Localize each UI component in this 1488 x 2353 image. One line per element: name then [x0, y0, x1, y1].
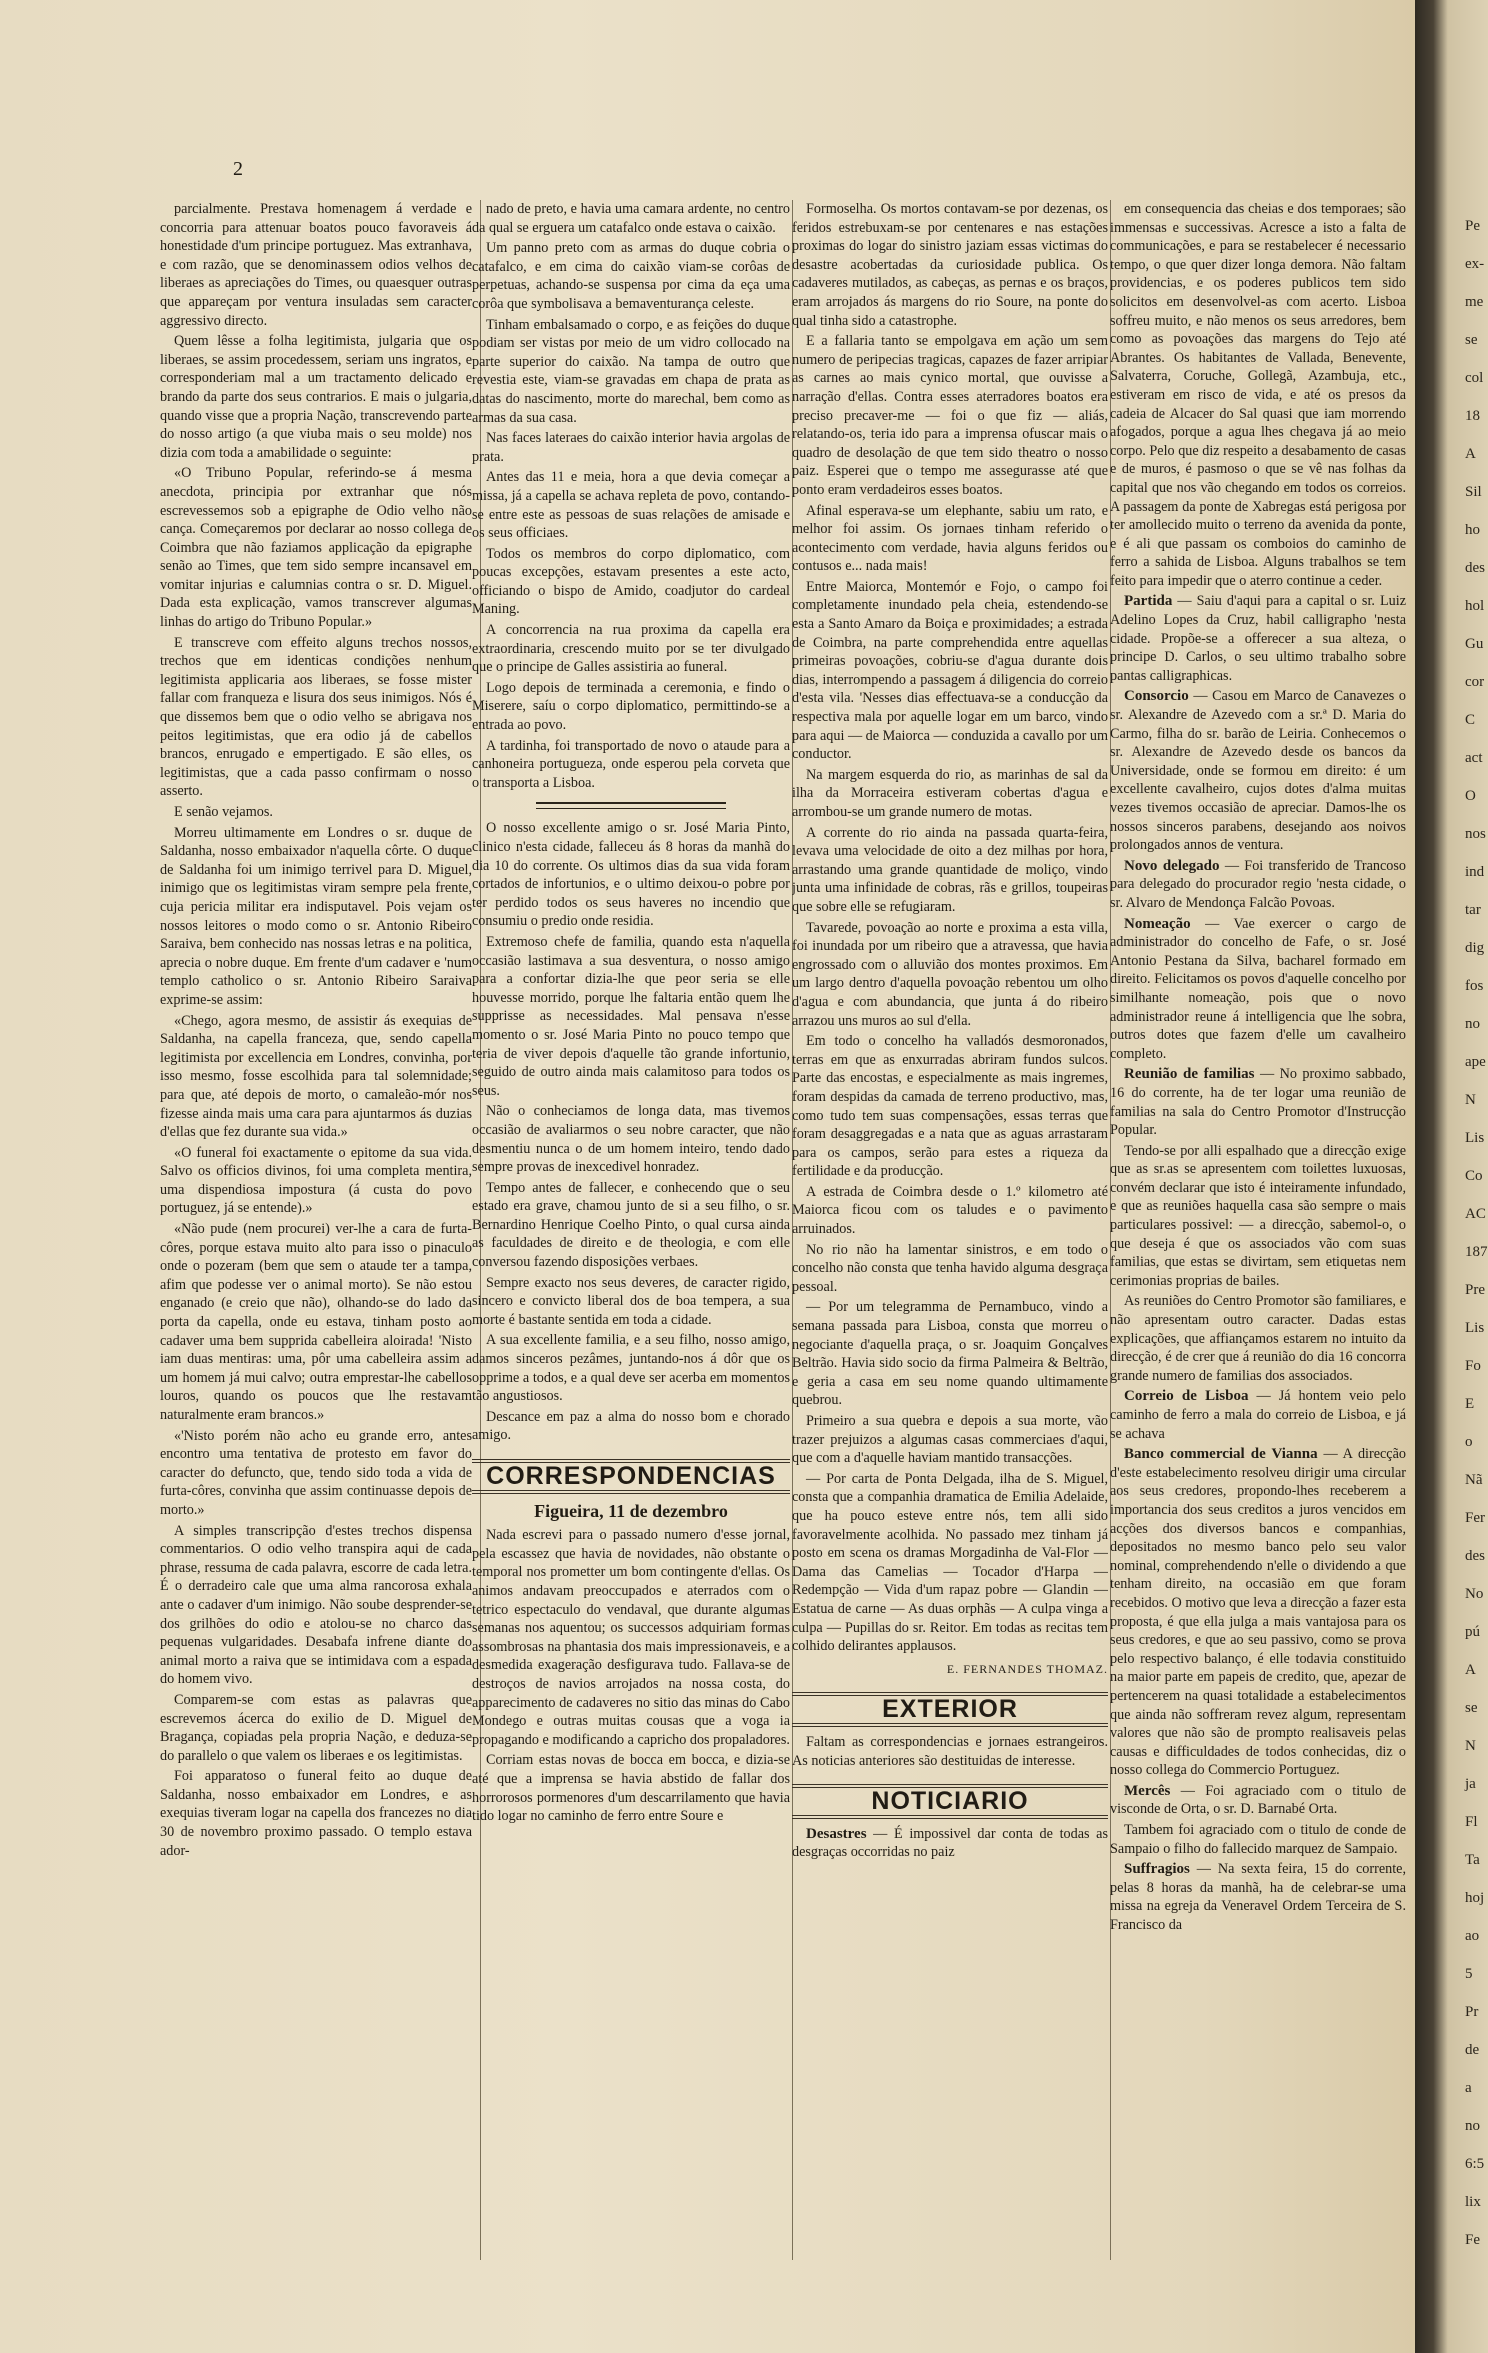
paragraph: Quem lêsse a folha legitimista, julgaria que os liberaes, se assim procedessem, seriam uns ingratos, e corresponderiam mal a um tractamento delicado e brando da parte dos seus contrarios. E mais o julgaria, quando visse que a propria Nação, transcrevendo parte do nosso artigo (a que viuba mais o seu molde) nos dizia com toda a amabilidade o seguinte:: [160, 333, 472, 461]
binding-text-fragment: me: [1465, 294, 1484, 310]
paragraph: «O funeral foi exactamente o epitome da sua vida. Salvo os officios divinos, foi uma completa mentira, uma dispendiosa impostura (á custa do povo portuguez, já se entende).»: [160, 1144, 472, 1217]
binding-text-fragment: cor: [1465, 674, 1485, 690]
paragraph: Na margem esquerda do rio, as marinhas de sal da ilha da Morraceira estiveram cobertas d'agua e arrombou-se um grande numero de motas.: [792, 766, 1108, 820]
paragraph: Antes das 11 e meia, hora a que devia começar a missa, já a capella se achava repleta de povo, contando-se entre este as pessoas de suas relações de amisade e os seus officiaes.: [472, 469, 790, 542]
item-text: — Casou em Marco de Canavezes o sr. Alexandre de Azevedo com a sr.ª D. Maria do Carmo, filha do sr. barão de Leiria. Conhecemos o sr. Alexandre de Azevedo desde os bancos da Universidade, onde se formou em direito: é um excellente cavalheiro, cujos dotes d'alma muitas vezes tivemos occasião de apreciar. Damos-lhe os nossos sinceros parabens, desejando aos noivos prolongados annos de ventura.: [1110, 688, 1406, 854]
binding-text-fragment: no: [1465, 1016, 1480, 1032]
news-item: [1110, 1782, 1406, 1819]
paragraph: Tempo antes de fallecer, e conhecendo que o seu estado era grave, chamou junto de si a seu filho, o sr. Bernardino Henrique Coelho Pinto, o qual cursa ainda as faculdades de direito e de theologia, e com elle conversou fazendo disposições verbaes.: [472, 1179, 790, 1271]
binding-text-fragment: 18: [1465, 408, 1480, 424]
news-item: [1110, 915, 1406, 1064]
paragraph: Entre Maiorca, Montemór e Fojo, o campo foi completamente inundado pela cheia, estendendo-se esta a Santo Amaro da Boiça e proximidades; a estrada de Coimbra, na parte comprehendida entre aquellas primeiras povoações, cobriu-se d'agua durante dois dias, interrompendo a passagem á diligencia do correio d'esta vila. 'Nesses dias effectuava-se a conducção da respectiva mala por aquelle logar em um barco, vindo para aqui — de Maiorca — conduzida a cavallo por um conductor.: [792, 578, 1108, 763]
binding-text-fragment: nos: [1465, 826, 1486, 842]
binding-text-fragment: 5: [1465, 1966, 1473, 1982]
item-text: — Saiu d'aqui para a capital o sr. Luiz Adelino Lopes da Cruz, habil calligrapho 'nesta cidade. Propõe-se a offerecer a sua alteza, o principe D. Carlos, o seu ultimo trabalho sobre pantas calligraphicas.: [1110, 593, 1406, 684]
paragraph: Sempre exacto nos seus deveres, de caracter rigido, sincero e convicto liberal dos de boa tempera, a sua morte é bastante sentida em toda a cidade.: [472, 1274, 790, 1328]
item-keyword: Banco commercial de Vianna: [1124, 1446, 1318, 1463]
binding-text-fragment: O: [1465, 788, 1476, 804]
news-item: [792, 1825, 1108, 1862]
binding-text-fragment: tar: [1465, 902, 1481, 918]
binding-text-fragment: ind: [1465, 864, 1485, 880]
binding-text-fragment: Lis: [1465, 1320, 1485, 1336]
paragraph: Tinham embalsamado o corpo, e as feições do duque podiam ser vistas por meio de um vidro collocado na parte superior do caixão. Na tampa de outro que revestia este, viam-se gravadas em chapa de prata as datas do nascimento, morte do marechal, bem como as armas da sua casa.: [472, 316, 790, 426]
binding-text-fragment: Pre: [1465, 1282, 1485, 1298]
paragraph: Nada escrevi para o passado numero d'esse jornal, pela escassez que havia de novidades, não obstante o temporal nos prometter um bom contingente d'ellas. Os animos andavam preoccupados e aterrados com o tetrico espectaculo do vendaval, que durante algumas semanas nos aquentou; os successos adquiriam formas assombrosas na phantasia dos mais impressionaveis, e a desmedida exageração desfigurava tudo. Fallava-se de destroços de navios arrojados na nossa costa, do apparecimento de cadaveres no sitio das minas do Cabo Mondego e outras muitas cousas que a voga ia propagando e modificando a capricho dos propaladores.: [472, 1527, 790, 1748]
binding-text-fragment: E: [1465, 1396, 1475, 1412]
news-item: [1110, 687, 1406, 854]
item-text: As reuniões do Centro Promotor são familiares, e não apresentam outro caracter. Dadas estas explicações, que affiançamos estarem no intuito da direcção, é de crer que á reunião do dia 16 concorra grande numero de familias dos associados.: [1110, 1293, 1406, 1384]
paragraph: Logo depois de terminada a ceremonia, e findo o Miserere, saíu o corpo diplomatico, permittindo-se a entrada ao povo.: [472, 679, 790, 734]
paragraph: Foi apparatoso o funeral feito ao duque de Saldanha, nosso embaixador em Londres, e as exequias tiveram logar na capella dos francezes no dia 30 de novembro proximo passado. O templo estava ador-: [160, 1768, 472, 1859]
binding-text-fragment: ao: [1465, 1928, 1480, 1944]
paragraph: Formoselha. Os mortos contavam-se por dezenas, os feridos estrebuxam-se por centenares e nas estações proximas do logar do sinistro jaziam essas victimas do desastre acobertadas da curiosidade publica. Os cadaveres mutilados, as cabeças, as pernas e os braços, eram arrojados ás margens do rio Soure, na ponte do qual tinha sido a catastrophe.: [792, 201, 1108, 329]
item-keyword: Novo delegado: [1124, 857, 1220, 874]
item-keyword: Suffragios: [1124, 1861, 1190, 1878]
paragraph: Nas faces lateraes do caixão interior havia argolas de prata.: [472, 430, 790, 465]
binding-text-fragment: ape: [1465, 1054, 1486, 1070]
item-text: — Já hontem veio pelo caminho de ferro a mala do correio de Lisboa, e já se achava: [1110, 1388, 1406, 1442]
binding-text-fragment: N: [1465, 1092, 1476, 1108]
paragraph: E a fallaria tanto se empolgava em ação um sem numero de peripecias tragicas, capazes de fazer arripiar as carnes ao mais cynico mortal, que ouvisse a narração d'ellas. Contra esses aterradores boatos era preciso precaver-me — foi o que fiz — aliás, relatando-os, teria ido para a imprensa ofuscar mais o quadro de desolação de que tem sido theatro o nosso paiz. Esperei que o tempo me assegurasse até que ponto eram verdadeiros esses boatos.: [792, 333, 1108, 498]
paragraph: Faltam as correspondencias e jornaes estrangeiros. As noticias anteriores são destituidas de interesse.: [792, 1733, 1108, 1769]
paragraph: A corrente do rio ainda na passada quarta-feira, levava uma velocidade de oito a dez milhas por hora, arrastando uma grande quantidade de moliço, vindo junta uma infinidade de cobras, rãs e grillos, toupeiras que sobre elle se refugiaram.: [792, 824, 1108, 915]
binding-text-fragment: A: [1465, 1662, 1476, 1678]
binding-text-fragment: No: [1465, 1586, 1484, 1602]
binding-text-fragment: Fe: [1465, 2232, 1480, 2248]
paragraph: A estrada de Coimbra desde o 1.º kilometro até Maiorca ficou com os taludes e o pavimento arruinados.: [792, 1183, 1108, 1238]
paragraph: E transcreve com effeito alguns trechos nossos, trechos que em identicas condições nenhum legitimista applicaria aos liberaes, se fosse mister fallar com franqueza e lisura dos seus inimigos. Nós é que dissemos bem que o odio velho se abrigava nos peitos legitimistas, que era odio já de cabellos brancos, enrugado e empertigado. E são elles, os legitimistas, que a cada passo confirmam o nosso asserto.: [160, 634, 472, 800]
news-item: [1110, 1292, 1406, 1385]
paragraph: Descance em paz a alma do nosso bom e chorado amigo.: [472, 1408, 790, 1444]
paragraph: nado de preto, e havia uma camara ardente, no centro da qual se erguera um catafalco onde estava o caixão.: [472, 201, 790, 236]
paragraph: Afinal esperava-se um elephante, sabiu um rato, e melhor foi assim. Os jornaes tinham referido o acontecimento com verdade, havia alguns feridos ou contusos e... nada mais!: [792, 502, 1108, 575]
binding-text-fragment: lix: [1465, 2194, 1481, 2210]
item-text: — Vae exercer o cargo de administrador do concelho de Fafe, o sr. José Antonio Pestana da Silva, bacharel formado em direito. Felicitamos os povos d'aquelle concelho por similhante nomeação, pois que o novo administrador reune á intelligencia que lhe sobra, outros dotes que fazem d'elle um cavalheiro completo.: [1110, 915, 1406, 1062]
binding-text-fragment: se: [1465, 1700, 1478, 1716]
binding-text-fragment: no: [1465, 2118, 1480, 2134]
paragraph: A concorrencia na rua proxima da capella era extraordinaria, crescendo muito por se ter divulgado que o principe de Galles assistiria ao funeral.: [472, 622, 790, 676]
paragraph: «Não pude (nem procurei) ver-lhe a cara de furta-côres, porque estava muito alto para isso o pinaculo onde o pozeram (bem que sem o ataude ter a tampa, afim que podesse ver o animal morto). Se não estou enganado (e creio que não), olhando-se do lado da porta da capella, onde eu estava, tinham posto ao cadaver uma bem supprida cabelleira aloirada! 'Nisto iam duas mentiras: uma, pôr uma cabelleira assim a um homem já mui calvo; outra emprestar-lhe cabellos louros, quando os poucos que lhe restavam naturalmente eram brancos.»: [160, 1221, 472, 1423]
item-keyword: Consorcio: [1124, 688, 1189, 705]
binding-text-fragment: fos: [1465, 978, 1484, 994]
paragraph: — Por carta de Ponta Delgada, ilha de S. Miguel, consta que a companhia dramatica de Emilia Adelaide, que ha pouco esteve entre nós, tem alli sido favoravelmente acolhida. No passado mez tinham já posto em scena os dramas Morgadinha de Val-Flor — Dama das Camelias — Tocador d'Harpa — Redempção — Vida d'um rapaz pobre — Glandin — Estatua de carne — As duas orphãs — A culpa vinga a culpa — Pupillas do sr. Reitor. Em todas as recitas tem colhido delirantes applausos.: [792, 1470, 1108, 1655]
section-title-correspondencias: CORRESPONDENCIAS: [472, 1459, 790, 1494]
news-item: [1110, 1387, 1406, 1443]
item-keyword: Desastres: [806, 1825, 867, 1842]
paragraph: Tavarede, povoação ao norte e proxima a esta villa, foi inundada por um ribeiro que a atravessa, que havia engrossado com o alluvião dos montes proximos. Em um largo dentro d'aquella povoação rebentou um olho d'agua e com abundancia, que junta á do ribeiro arrazou uns muros ao sul d'ella.: [792, 919, 1108, 1029]
news-item: [1110, 1860, 1406, 1934]
paragraph: Comparem-se com estas as palavras que escrevemos ácerca do exilio de D. Miguel de Bragança, copiadas pela propria Nação, e deduza-se do parallelo o que valem os liberaes e os legitimistas.: [160, 1691, 472, 1764]
paragraph: A tardinha, foi transportado de novo o ataude para a canhoneira portugueza, onde esperou pela corveta que o transporta a Lisboa.: [472, 737, 790, 791]
item-text: Tendo-se por alli espalhado que a direcção exige que as sr.as se apresentem com toilettes luxuosas, convém declarar que isto é inteiramente infundado, e que as reuniões haquella casa são sempre o mais particulares possivel: — a direcção, sabemol-o, o que deseja é que os associados vão com suas familias, que estas se divirtam, sem etiquetas nem cerimonias proprias de bailes.: [1110, 1142, 1406, 1289]
section-title-noticiario: NOTICIARIO: [792, 1784, 1108, 1819]
divider: [536, 802, 727, 809]
paragraph: «'Nisto porém não acho eu grande erro, antes encontro uma tentativa de protesto em favor do caracter do defuncto, que, tendo sido toda a vida de furta-côres, convinha que assim continuasse depois de morto.»: [160, 1427, 472, 1518]
news-item: [1110, 592, 1406, 685]
binding-text-fragment: ja: [1465, 1776, 1476, 1792]
binding-text-fragment: col: [1465, 370, 1484, 386]
item-text: Tambem foi agraciado com o titulo de conde de Sampaio o filho do fallecido marquez de Sampaio.: [1110, 1822, 1406, 1857]
binding-text-fragment: 187: [1465, 1244, 1488, 1260]
binding-text-fragment: ex-: [1465, 256, 1485, 272]
item-keyword: Mercês: [1124, 1782, 1171, 1799]
paragraph: A sua excellente familia, e a seu filho, nosso amigo, damos sinceros pezâmes, juntando-nos á dôr que os opprime a todos, e a qual deve ser acerba em momentos tão angustiosos.: [472, 1332, 790, 1405]
news-item: [1110, 1142, 1406, 1291]
binding-text-fragment: hol: [1465, 598, 1485, 614]
dateline: Figueira, 11 de dezembro: [534, 1500, 728, 1521]
binding-text-fragment: act: [1465, 750, 1483, 766]
binding-text-fragment: AC: [1465, 1206, 1486, 1222]
item-text: — É impossivel dar conta de todas as desgraças occorridas no paiz: [792, 1825, 1108, 1861]
paragraph: Morreu ultimamente em Londres o sr. duque de Saldanha, nosso embaixador n'aquella côrte. O duque de Saldanha foi um inimigo terrivel para D. Miguel, inimigo que os legitimistas viram sempre pela frente, cuja pericia militar era indisputavel. Pois vejam os nossos leitores o modo como o sr. Antonio Ribeiro Saraiva, bem conhecido nas nossas letras e na politica, aprecia o nobre duque. Em frente d'um cadaver e 'num templo catholico o sr. Antonio Ribeiro Saraiva exprime-se assim:: [160, 824, 472, 1008]
column-2: [472, 200, 790, 2290]
page-number: 2: [233, 158, 243, 180]
column-4: [1110, 200, 1406, 2290]
item-text: — A direcção d'este estabelecimento resolveu dirigir uma circular aos seus credores, propondo-lhes receberem a importancia dos seus creditos a juros vencidos em acções dos diversos bancos e companhias, depositados no mesmo banco pelo seu valor nominal, comprehendendo n'elle o dividendo a que tenham direito, na occasião em que foram recebidos. O motivo que leva a direcção a fazer esta proposta, é que ella julga a mais vantajosa para os seus credores, e que ao seu passivo, como se prova pelo respectivo balanço, é elle todavia constituido na maior parte em papeis de credito, que, apezar de pertencerem na quasi totalidade a estabelecimentos que ainda não soffreram revez algum, representam valores que não são de prompto realisaveis pelas causas e difficuldades de todos conhecidas, diz o nosso collega do Commercio Portuguez.: [1110, 1446, 1406, 1779]
news-item: [1110, 857, 1406, 913]
binding-text-fragment: Nã: [1465, 1472, 1483, 1488]
binding-text-fragment: Co: [1465, 1168, 1483, 1184]
binding-text-fragment: Pr: [1465, 2004, 1479, 2020]
paragraph: E senão vejamos.: [174, 804, 273, 820]
paragraph: Todos os membros do corpo diplomatico, com poucas excepções, estavam presentes a este acto, officiando o bispo de Amido, coadjutor do cardeal Maning.: [472, 545, 790, 618]
paragraph: — Por um telegramma de Pernambuco, vindo a semana passada para Lisboa, consta que morreu o negociante d'aquella praça, o sr. Joaquim Gonçalves Beltrão. Havia sido socio da firma Palmeira & Beltrão, e geria a casa em seu nome quando ultimamente quebrou.: [792, 1299, 1108, 1409]
column-1: [160, 200, 472, 2290]
binding-text-fragment: N: [1465, 1738, 1476, 1754]
item-keyword: Partida: [1124, 593, 1173, 610]
binding-text-fragment: Sil: [1465, 484, 1482, 500]
binding-text-fragment: dig: [1465, 940, 1485, 956]
signature: E. FERNANDES THOMAZ.: [946, 1661, 1108, 1676]
item-text: — Na sexta feira, 15 do corrente, pelas 8 horas da manhã, ha de celebrar-se uma missa na egreja da Veneravel Ordem Terceira de S. Francisco da: [1110, 1861, 1406, 1934]
binding-text-fragment: se: [1465, 332, 1478, 348]
binding-text-fragment: o: [1465, 1434, 1473, 1450]
binding-text-fragment: Fer: [1465, 1510, 1485, 1526]
paragraph: Não o conheciamos de longa data, mas tivemos occasião de avaliarmos o seu nobre caracter, que não desmentiu nunca o de um homem inteiro, tendo dado sempre provas de inexcedivel honradez.: [472, 1103, 790, 1176]
paragraph: Em todo o concelho ha valladós desmoronados, terras em que as enxurradas abriram fundos sulcos. Parte das encostas, e especialmente as mais ingremes, foram despidas da camada de terreno productivo, mas, como tudo tem suas compensações, essas terras que foram desaggregadas e a nata que as aguas arrastaram para os campos, serão para estes a riqueza da fertilidade e da producção.: [792, 1033, 1108, 1180]
paragraph: Um panno preto com as armas do duque cobria o catafalco, e em cima do caixão viam-se corôas de perpetuas, achando-se suspensa por cima da eça uma corôa que symbolisava a bemaventurança celeste.: [472, 240, 790, 312]
binding-text-fragment: hoj: [1465, 1890, 1485, 1906]
paragraph: Corriam estas novas de bocca em bocca, e dizia-se até que a imprensa se havia abstido de fallar dos horrorosos pormenores d'um descarrilamento que havia tido logar no caminho de ferro entre Soure e: [472, 1752, 790, 1825]
item-keyword: Nomeação: [1124, 915, 1191, 932]
binding-text-fragment: ho: [1465, 522, 1480, 538]
column-3: [792, 200, 1108, 2290]
binding-text-fragment: Fl: [1465, 1814, 1478, 1830]
binding-edge-next-page: [1415, 0, 1488, 2353]
paragraph: Extremoso chefe de familia, quando esta n'aquella occasião lastimava a sua desventura, o nosso amigo para a confortar dizia-lhe que peor seria se elle houvesse morrido, porque lhe faltaria então quem lhe supprisse as necessidades. Mal pensava n'esse momento o sr. José Maria Pinto no pouco tempo que teria de viver depois d'aquelle tão grande infortunio, seguido de outro ainda mais calamitoso para todos os seus.: [472, 933, 790, 1099]
section-title-exterior: EXTERIOR: [792, 1692, 1108, 1727]
paragraph: O nosso excellente amigo o sr. José Maria Pinto, clinico n'esta cidade, falleceu ás 8 horas da manhã do dia 10 do corrente. Os ultimos dias da sua vida foram cortados de infortunios, e o ultimo deixou-o pobre por ter perdido todos os seus haveres no incendio que consumiu o predio onde residia.: [472, 820, 790, 930]
paragraph: «Chego, agora mesmo, de assistir ás exequias de Saldanha, na capella franceza, que, sendo capella legitimista por excellencia em Londres, convinha, por isso mesmo, fosse escolhida para tal solemnidade; para que, até depois de morto, o camaleão-mór nos fizesse ainda mais uma cara para ajuntarmos ás duzias d'ellas que fez durante sua vida.»: [160, 1012, 472, 1141]
binding-text-fragment: Fo: [1465, 1358, 1481, 1374]
item-keyword: Correio de Lisboa: [1124, 1388, 1249, 1405]
binding-text-fragment: A: [1465, 446, 1476, 462]
paragraph: em consequencia das cheias e dos temporaes; são immensas e successivas. Acresce a isto a falta de communicações, e para se restabelecer é necessario tempo, o que quer dizer longa demora. Não faltam providencias, e os poderes publicos tem sido solicitos em desenvolvel-as com acerto. Lisboa soffreu muito, e não menos os seus arredores, bem como as povoações das margens do Tejo até Abrantes. Os habitantes de Vallada, Benevente, Salvaterra, Coruche, Gollegã, Azambuja, etc., estiveram em risco de vida, e até os presos da cadeia de Alcacer do Sal quasi que iam morrendo afogados, porque a agua lhes chegava já ao meio corpo. Pelo que diz respeito a desabamento de casas e de muros, é pasmoso o que se vê nas folhas da capital que nos vão chegando em todos os correios. A passagem da ponte de Xabregas está perigosa por ter amollecido muito o terreno da avenida da ponte, e é ali que passam os comboios do caminho de ferro a sahida de Lisboa. Alguns trabalhos se tem feito para impedir que o aterro continue a ceder.: [1110, 201, 1406, 589]
binding-text-fragment: Ta: [1465, 1852, 1480, 1868]
binding-text-fragment: C: [1465, 712, 1476, 728]
paragraph: No rio não ha lamentar sinistros, e em todo o concelho não consta que tenha havido alguma desgraça pessoal.: [792, 1241, 1108, 1295]
binding-text-fragment: Gu: [1465, 636, 1484, 652]
news-item: [1110, 1445, 1406, 1780]
item-text: — Foi agraciado com o titulo de visconde de Orta, o sr. D. Barnabé Orta.: [1110, 1782, 1406, 1818]
binding-text-fragment: 6:5: [1465, 2156, 1485, 2172]
binding-text-fragment: de: [1465, 2042, 1480, 2058]
binding-text-fragment: Lis: [1465, 1130, 1485, 1146]
paragraph: parcialmente. Prestava homenagem á verdade e concorria para attenuar boatos pouco favoraveis á honestidade d'um principe portuguez. Mas extranhava, e com razão, que se denominassem odios velhos de liberaes as apreciações do Times, ou quaesquer outras que appareçam por ventura insuladas sem caracter aggressivo directo.: [160, 201, 472, 329]
binding-text-fragment: a: [1465, 2080, 1472, 2096]
binding-text-fragment: pú: [1465, 1624, 1480, 1640]
show-through-masthead: [160, 148, 1400, 188]
paragraph: Primeiro a sua quebra e depois a sua morte, vão trazer prejuizos a algumas casas commerciaes d'aqui, que com a d'aquelle haviam mantido transacções.: [792, 1413, 1108, 1467]
paragraph: A simples transcripção d'estes trechos dispensa commentarios. O odio velho transpira aqui de cada phrase, ressuma de cada palavra, escorre de cada letra. É o derradeiro cale que uma alma rancorosa exhala ante o cadaver d'um inimigo. Não soube desprender-se dos grilhões do odio e atolou-se no charco das pequenas vulgaridades. Desabafa infrene diante do animal morto a raiva que se intimidava com a espada do homem vivo.: [160, 1522, 472, 1688]
item-text: — No proximo sabbado, 16 do corrente, ha de ter logar uma reunião de familias na sala do Centro Promotor d'Instrucção Popular.: [1110, 1066, 1406, 1139]
binding-text-fragment: des: [1465, 560, 1485, 576]
news-item: [1110, 1065, 1406, 1139]
paragraph: «O Tribuno Popular, referindo-se á mesma anecdota, principia por extranhar que nós escrevessemos sob a epigraphe de Odio velho não cança. Começaremos por declarar ao nosso collega de Coimbra que não faziamos applicação da epigraphe senão ao Times, que tem sido sempre incansavel em vomitar injurias e calumnias contra o sr. D. Miguel. Dada esta explicação, vamos transcrever algumas linhas do artigo do Tribuno Popular.»: [160, 465, 472, 631]
item-keyword: Reunião de familias: [1124, 1066, 1255, 1083]
item-text: — Foi transferido de Trancoso para delegado do procurador regio 'nesta cidade, o sr. Alvaro de Mendonça Falcão Povoas.: [1110, 857, 1406, 911]
news-item: [1110, 1821, 1406, 1858]
binding-text-fragment: Pe: [1465, 218, 1480, 234]
binding-text-fragment: des: [1465, 1548, 1485, 1564]
